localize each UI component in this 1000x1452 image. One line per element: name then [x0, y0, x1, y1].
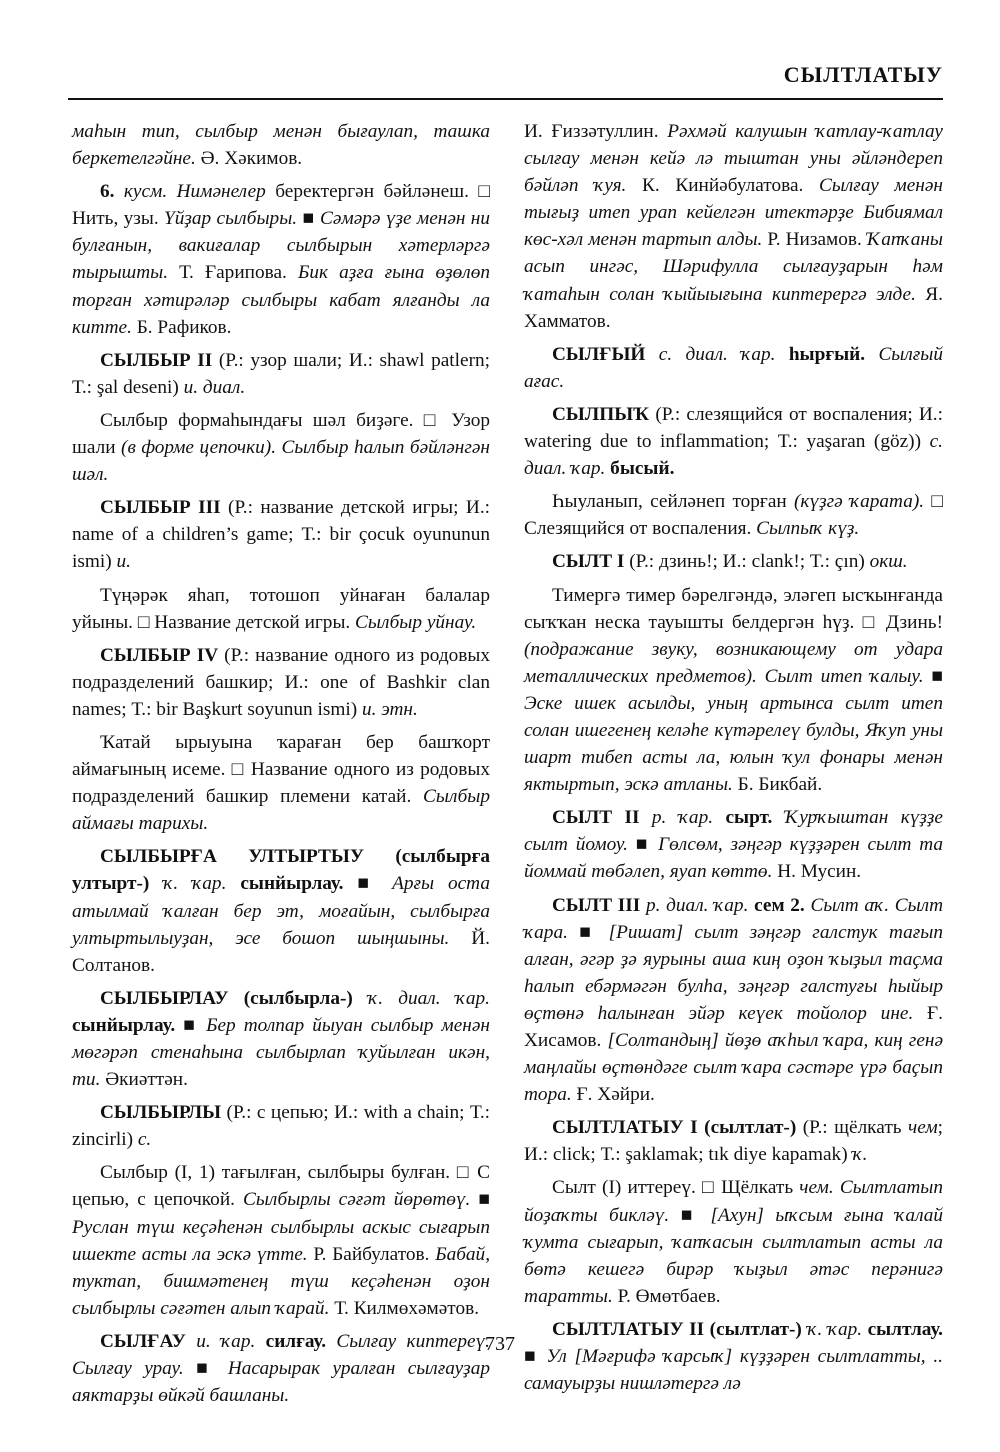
headword-text: сылтлау. [862, 1318, 943, 1340]
body-text: беректергән бәйләнеш. □ Нить, узы. [72, 181, 490, 230]
body-text: Т. Килмөхәмәтов. [329, 1297, 480, 1319]
body-text: Тимергә тимер бәрелгәндә, эләгеп ысҡынғанда сыҡҡан неска тауышты белдергән һүҙ. □ Дзинь! [524, 584, 943, 633]
italic-text: Ҡапҡаны асып ингәс, Шәрифулла сылғауҙарын һәм ҡатаһын солан ҡыйыығына киптерергә элде. [524, 229, 943, 305]
italic-text: Рәхмәй калушын ҡатлау-ҡатлау сылғау менән кейә лә тыштан уны әйләндереп бәйләп ҡуя. [524, 121, 943, 197]
body-text: Ә. Хәкимов. [195, 148, 303, 170]
body-text: ■ [567, 921, 609, 943]
dictionary-entry [524, 548, 943, 575]
italic-text: и. диал. [183, 376, 246, 398]
headword-text: СЫЛПЫҠ [552, 403, 650, 425]
body-text: (Р.: с цепью; И.: with a chain; Т.: zincirli) [72, 1102, 490, 1151]
italic-text: Үйҙар сылбыры. [158, 208, 298, 230]
body-text: К. Кинйәбулатова. [626, 175, 819, 197]
italic-text: Сылғау киптереү. Сылғау урау. [72, 1330, 490, 1380]
italic-text: и. [116, 551, 131, 573]
body-text: Р. Байбулатов. [307, 1243, 436, 1265]
italic-text: (күҙгә ҡарата). [793, 491, 925, 513]
italic-text: маһын тип, сылбыр менән бығаулап, ташка беркетелгәйне. [72, 121, 490, 170]
italic-text: ҡ. ҡар. [149, 873, 227, 895]
running-header-title: СЫЛТЛАТЫУ [783, 62, 943, 87]
entry-paragraph [72, 407, 490, 488]
dictionary-entry [524, 892, 943, 1109]
italic-text: (в форме цепочки). Сылбыр һалып бәйләнгән шәл. [72, 437, 490, 486]
body-text: Б. Бикбай. [732, 774, 823, 796]
italic-text: окш. [869, 551, 908, 573]
body-text: Ғ. Хәйри. [571, 1084, 655, 1106]
dictionary-entry [524, 804, 943, 885]
italic-text: ҡ. [852, 1144, 868, 1166]
headword-text: СЫЛТЛАТЫУ I (сылтлат-) [552, 1117, 797, 1139]
body-text: Р. Низамов. [762, 229, 867, 251]
italic-text: чем [908, 1117, 938, 1139]
running-header [68, 60, 943, 100]
body-text: ■ [343, 873, 393, 895]
headword-text: 6. [100, 181, 115, 203]
headword-text: СЫЛТ I [552, 551, 625, 573]
dictionary-entry [524, 1114, 943, 1168]
headword-text: сем 2. [748, 894, 805, 916]
body-text: ; И.: click; Т.: şaklamak; tık diye kapamak) [524, 1117, 943, 1166]
body-text: Сылбыр формаһындағы шәл биҙәге. □ Узор шали [72, 409, 490, 459]
italic-text: [Ришат] сылт зәңгәр галстук тағып алған, әгәр ҙә яурыны аша киң оҙон ҡыҙыл таҫма һалып ебәрмәгән булһа, зәңгәр галстуғы һыйыр өҫтөнә һалынған эйәр кеүек тойолор ине. [524, 921, 943, 1024]
italic-text: Сылбырлы сәғәт йөрөтөү. [242, 1189, 471, 1211]
italic-text: Насарырак уралған сылғауҙар аяктарҙы өйкәй башланы. [72, 1358, 490, 1407]
italic-text: кусм. Нимәнелер [114, 181, 266, 203]
body-text: Әкиәттән. [100, 1069, 188, 1091]
italic-text: чем. Сылтлатып йоҙаҡты бикләү. [524, 1177, 943, 1226]
italic-text: Сылбыр уйнау. [355, 611, 477, 633]
body-text: Һыуланып, сейләнеп торған [552, 491, 794, 513]
italic-text: Арғы оста атылмай ҡалған бер эт, моғайын, сылбырға ултыртылыуҙан, эсе бошоп шыңшыны. [72, 873, 490, 949]
italic-text: Сылғый ағас. [524, 343, 943, 392]
italic-text: Ул [Мәғрифә ҡарсыҡ] күҙҙәрен сылтлатты, .. самауырҙы нишләтергә лә [524, 1346, 944, 1395]
entry-paragraph [524, 582, 943, 799]
body-text: ■ [524, 1346, 547, 1368]
entry-paragraph [72, 118, 490, 172]
dictionary-entry [72, 985, 490, 1093]
italic-text: Сылғау менән тығыҙ итеп урап кейелгән итектәрҙе Бибиямал көс-хәл менән тартып алды. [524, 175, 943, 251]
italic-text: р. диал. ҡар. [640, 894, 749, 916]
headword-text: СЫЛБЫРЛЫ [100, 1102, 222, 1124]
body-text: Я. Хамматов. [524, 283, 943, 332]
body-text: Ҡатай ырыуына ҡараған бер башҡорт аймағының исеме. □ Название одного из родовых подразделений башкир племени катай. [72, 731, 490, 808]
body-text: ■ [628, 834, 659, 856]
dictionary-entry [524, 401, 943, 482]
page-number: 737 [485, 1333, 515, 1355]
right-column [524, 118, 943, 1403]
body-text: Т. Ғарипова. [168, 262, 298, 284]
headword-text: СЫЛҒАУ [100, 1330, 186, 1352]
headword-text: СЫЛТЛАТЫУ II (сылтлат-) [552, 1318, 802, 1340]
body-text: ■ [297, 208, 320, 230]
italic-text: ҡ. диал. ҡар. [352, 987, 490, 1009]
italic-text: Бер толпар йыуан сылбыр менән мөгәрәп стенаһына сылбырлап ҡуйылған икән, ти. [72, 1014, 490, 1091]
entry-paragraph [524, 488, 943, 542]
body-text: Түңәрәк яһап, тотошоп уйнаған балалар уйыны. □ Название детской игры. [72, 584, 490, 633]
body-text: Р. Өмөтбаев. [612, 1285, 721, 1307]
headword-text: сынйырлау. [226, 873, 344, 895]
headword-text: СЫЛБЫРЛАУ (сылбырла-) [100, 987, 353, 1009]
body-text: Й. Солтанов. [72, 927, 490, 976]
body-text: ■ [923, 665, 943, 687]
italic-text: с. диал. ҡар. [524, 431, 943, 480]
headword-text: СЫЛБЫРҒА УЛТЫРТЫУ (сылбырға ултырт-) [72, 846, 490, 895]
italic-text: Бик аҙға ғына өҙөлөп торған хәтирәләр сылбыры кабат ялғанды ла китте. [72, 262, 490, 338]
headword-text: сынйырлау. [72, 1014, 176, 1036]
headword-text: СЫЛБЫР III [100, 497, 221, 519]
entry-paragraph [72, 729, 490, 837]
italic-text: [Солтандың] йөҙө аҡһыл ҡара, киң генә маңлайы өҫтөндәге сылт ҡара сәстәре үрә баҫып тора. [524, 1030, 943, 1106]
dictionary-entry [72, 642, 490, 723]
body-text: И. Ғиззәтуллин. [524, 121, 668, 142]
body-text: Сылт (I) иттереү. □ Щёлкать [552, 1177, 800, 1199]
body-text: ■ [669, 1204, 711, 1226]
headword-text: СЫЛҒЫЙ [552, 343, 646, 365]
dictionary-entry [72, 1099, 490, 1153]
body-text: (Р.: слезящийся от воспаления; И.: watering due to inflammation; Т.: yaşaran (göz)) [524, 403, 943, 453]
italic-text: Руслан түш кеҫәһенән сылбырлы аскыс сығарып ишекте асты ла эскә үтте. [72, 1216, 490, 1265]
italic-text: Ҡурҡыштан күҙҙе сылт йомоу. [524, 807, 943, 856]
body-text: (Р.: щёлкать [796, 1117, 909, 1139]
italic-text: с. [137, 1129, 152, 1151]
body-text: Сылбыр (I, 1) тағылған, сылбыры булған. □ С цепью, с цепочкой. [72, 1162, 490, 1211]
italic-text: Бабай, туктап, бишмәтенең түш кеҫәһенән оҙон сылбырлы сәғәтен алып ҡарай. [72, 1243, 491, 1319]
italic-text: [Ахун] ыҡсым ғына ҡалай ҡумта сығарып, ҡапҡасын сылтлатып асты ла бөтә кешегә бирәр ҡыҙыл әтәс перәнигә таратты. [524, 1204, 943, 1307]
body-text: Б. Рафиков. [131, 316, 232, 338]
body-text: Ғ. Хисамов. [524, 1002, 943, 1051]
body-text: (Р.: узор шали; И.: shawl patlern; Т.: şal deseni) [72, 349, 490, 398]
italic-text: Сылпыҡ күҙ. [756, 518, 860, 540]
dictionary-entry [524, 1316, 943, 1397]
body-text: ■ [175, 1014, 207, 1036]
dictionary-entry [72, 843, 490, 978]
body-text: □ Слезящийся от воспаления. [524, 491, 943, 540]
italic-text: и. ҡар. [185, 1330, 256, 1352]
italic-text: Сылт аҡ. Сылт ҡара. [524, 894, 943, 943]
dictionary-entry [524, 341, 943, 395]
entry-paragraph [524, 1174, 943, 1309]
entry-paragraph [72, 582, 490, 636]
headword-text: бысый. [605, 458, 675, 480]
body-text: (Р.: дзинь!; И.: clank!; Т.: çın) [624, 551, 870, 573]
italic-text: с. диал. ҡар. [645, 343, 776, 365]
headword-text: силғау. [255, 1330, 327, 1352]
entry-paragraph [72, 1159, 490, 1322]
italic-text: Сәмәрә үҙе менән ни булғанын, вакиғалар сылбырын хәтерләргә тырышты. [72, 208, 491, 284]
headword-text: сырт. [713, 807, 773, 829]
italic-text: р. ҡар. [639, 807, 714, 829]
entry-paragraph [72, 178, 490, 341]
headword-text: СЫЛТ II [552, 807, 640, 829]
body-text: ■ [470, 1189, 491, 1211]
body-text: Н. Мусин. [772, 861, 862, 883]
dictionary-entry [72, 494, 490, 575]
body-text: (Р.: название детской игры; И.: name of a children’s game; Т.: bir çocuk oyununun ismi) [72, 497, 490, 573]
headword-text: СЫЛТ III [552, 894, 641, 916]
italic-text: ҡ. ҡар. [801, 1318, 863, 1340]
italic-text: и. этн. [361, 698, 418, 720]
italic-text: (подражание звуку, возникающему от удара металлических предметов). Сылт итеп ҡалыу. [524, 638, 943, 687]
headword-text: СЫЛБЫР II [100, 349, 213, 371]
left-column [72, 118, 490, 1415]
entry-paragraph [524, 118, 943, 335]
headword-text: һырғый. [775, 343, 866, 365]
italic-text: Сылбыр аймағы тарихы. [72, 786, 490, 835]
headword-text: СЫЛБЫР IV [100, 644, 219, 666]
body-text: (Р.: название одного из родовых подразделений башкир; И.: one of Bashkir clan names; Т.: bir Başkurt soyunun ismi) [72, 644, 490, 720]
italic-text: Гөлсөм, зәңгәр күҙҙәрен сылт та йоммай төбәлеп, яуап көттө. [524, 834, 943, 883]
dictionary-entry [72, 347, 490, 401]
italic-text: Эске ишек асылды, уның артынса сылт итеп солан ишегенең келәһе күтәрелеү булды, Яҡуп уны шарт тибеп асты ла, юлын ҡул фонары менән яктыртып, эскә атланы. [524, 692, 943, 796]
body-text: ■ [183, 1358, 228, 1380]
